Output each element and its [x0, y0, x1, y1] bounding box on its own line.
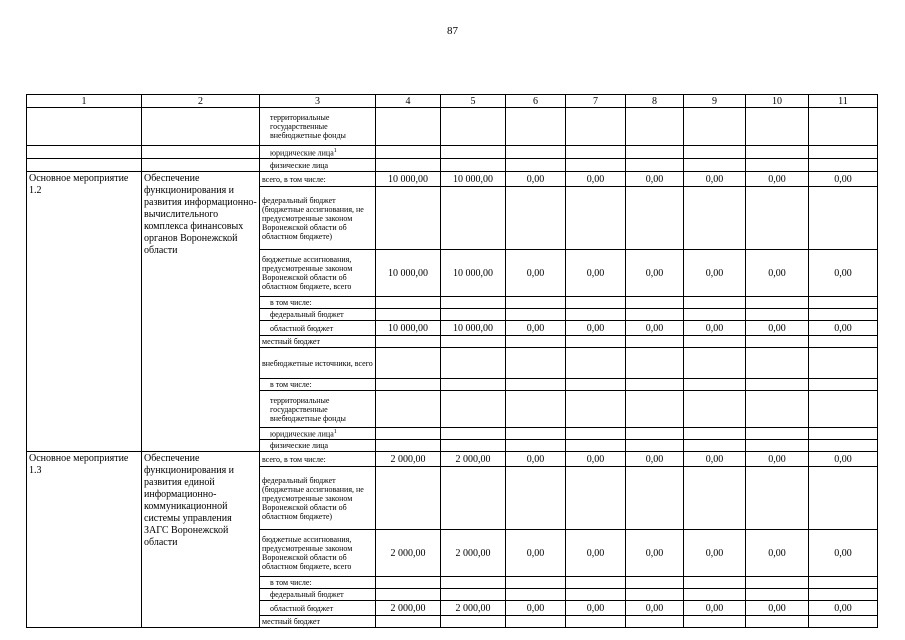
- row-label: [260, 577, 376, 589]
- value-cell: [376, 309, 441, 321]
- value-cell: [376, 159, 441, 172]
- value-cell: [441, 589, 506, 601]
- value-cell: [626, 146, 684, 159]
- value-cell: [506, 146, 566, 159]
- row-label-text: физические лица: [270, 160, 329, 170]
- value-cell: [809, 467, 878, 530]
- row-label: [260, 146, 376, 159]
- value-cell: [626, 187, 684, 250]
- row-label: [260, 379, 376, 391]
- footnote-mark: 1: [333, 429, 337, 436]
- row-label: [260, 348, 376, 379]
- column-header: 1: [27, 95, 142, 108]
- row-label-text: федеральный бюджет: [270, 590, 344, 599]
- value-cell: [566, 577, 626, 589]
- row-label: [260, 297, 376, 309]
- value-cell: [746, 309, 809, 321]
- value-cell: [506, 440, 566, 452]
- value-cell: [626, 348, 684, 379]
- value-cell: [441, 391, 506, 428]
- value-cell: [684, 297, 746, 309]
- value-cell: [626, 577, 684, 589]
- value-cell: [376, 108, 441, 146]
- value-cell: 10 000,00: [376, 250, 441, 297]
- row-label-text: бюджетные ассигнования, предусмотренные законом Воронежской области об областном бюджете, всего: [262, 255, 353, 291]
- value-cell: 10 000,00: [376, 172, 441, 187]
- value-cell: 0,00: [684, 452, 746, 467]
- value-cell: [566, 336, 626, 348]
- value-cell: [441, 309, 506, 321]
- value-cell: 0,00: [684, 172, 746, 187]
- value-cell: [376, 616, 441, 628]
- value-cell: [626, 108, 684, 146]
- row-label-text: федеральный бюджет (бюджетные ассигнования, не предусмотренные законом Воронежской области об областном бюджете): [262, 195, 364, 241]
- value-cell: [684, 336, 746, 348]
- value-cell: 0,00: [684, 530, 746, 577]
- value-cell: 0,00: [626, 601, 684, 616]
- value-cell: [746, 348, 809, 379]
- value-cell: [566, 108, 626, 146]
- value-cell: [746, 336, 809, 348]
- value-cell: 0,00: [626, 530, 684, 577]
- column-header: 2: [142, 95, 260, 108]
- row-label: [260, 467, 376, 530]
- row-label-text: областной бюджет: [270, 603, 334, 613]
- value-cell: [626, 159, 684, 172]
- value-cell: [746, 577, 809, 589]
- value-cell: [566, 467, 626, 530]
- column-header: 9: [684, 95, 746, 108]
- footnote-mark: 1: [333, 147, 337, 154]
- value-cell: [441, 428, 506, 440]
- value-cell: [506, 159, 566, 172]
- value-cell: [566, 348, 626, 379]
- value-cell: 0,00: [566, 321, 626, 336]
- column-header: 6: [506, 95, 566, 108]
- value-cell: 10 000,00: [376, 321, 441, 336]
- table-row: [27, 172, 878, 187]
- value-cell: [566, 428, 626, 440]
- value-cell: 0,00: [626, 321, 684, 336]
- value-cell: 0,00: [746, 250, 809, 297]
- value-cell: [441, 379, 506, 391]
- value-cell: 10 000,00: [441, 250, 506, 297]
- measure-name-cell: Основное мероприятие 1.2: [27, 172, 142, 452]
- value-cell: 0,00: [746, 452, 809, 467]
- row-label: [260, 321, 376, 336]
- value-cell: [809, 108, 878, 146]
- value-cell: [506, 348, 566, 379]
- value-cell: 2 000,00: [376, 601, 441, 616]
- value-cell: [376, 440, 441, 452]
- row-label-text: в том числе:: [270, 380, 312, 389]
- value-cell: [809, 589, 878, 601]
- value-cell: 0,00: [684, 601, 746, 616]
- value-cell: [626, 297, 684, 309]
- value-cell: [684, 577, 746, 589]
- value-cell: 0,00: [809, 530, 878, 577]
- value-cell: [684, 428, 746, 440]
- column-header: 11: [809, 95, 878, 108]
- column-header: 3: [260, 95, 376, 108]
- value-cell: 0,00: [566, 530, 626, 577]
- row-label-text: федеральный бюджет: [270, 310, 344, 319]
- row-label-text: территориальные государственные внебюджетные фонды: [270, 395, 346, 423]
- value-cell: 0,00: [506, 172, 566, 187]
- value-cell: [684, 616, 746, 628]
- value-cell: 0,00: [746, 601, 809, 616]
- value-cell: 2 000,00: [376, 452, 441, 467]
- table-row: [27, 159, 878, 172]
- row-label: [260, 172, 376, 187]
- value-cell: [441, 108, 506, 146]
- value-cell: [566, 391, 626, 428]
- value-cell: [566, 187, 626, 250]
- value-cell: [506, 187, 566, 250]
- row-label-text: всего, в том числе:: [262, 174, 326, 184]
- value-cell: [746, 108, 809, 146]
- value-cell: 0,00: [626, 172, 684, 187]
- budget-table: [26, 94, 878, 628]
- value-cell: [746, 616, 809, 628]
- value-cell: [506, 379, 566, 391]
- value-cell: [566, 146, 626, 159]
- value-cell: 2 000,00: [376, 530, 441, 577]
- row-label: [260, 616, 376, 628]
- value-cell: [566, 379, 626, 391]
- value-cell: 0,00: [626, 452, 684, 467]
- measure-title-cell: Обеспечение функционирования и развития единой информационно-коммуникационной системы управления ЗАГС Воронежской области: [142, 452, 260, 628]
- value-cell: [626, 379, 684, 391]
- value-cell: [684, 159, 746, 172]
- value-cell: [441, 187, 506, 250]
- measure-name-cell: Основное мероприятие 1.3: [27, 452, 142, 628]
- table-row: [27, 452, 878, 467]
- value-cell: 0,00: [746, 530, 809, 577]
- value-cell: [506, 391, 566, 428]
- row-label: [260, 601, 376, 616]
- value-cell: [506, 309, 566, 321]
- value-cell: [376, 187, 441, 250]
- value-cell: [626, 428, 684, 440]
- value-cell: 0,00: [566, 250, 626, 297]
- value-cell: [746, 187, 809, 250]
- value-cell: [376, 297, 441, 309]
- row-label: [260, 391, 376, 428]
- row-label: [260, 250, 376, 297]
- row-label: [260, 309, 376, 321]
- value-cell: [746, 467, 809, 530]
- value-cell: 0,00: [506, 601, 566, 616]
- row-label-text: местный бюджет: [262, 337, 320, 346]
- value-cell: [746, 379, 809, 391]
- value-cell: 0,00: [809, 321, 878, 336]
- value-cell: [506, 336, 566, 348]
- value-cell: [809, 348, 878, 379]
- value-cell: [684, 108, 746, 146]
- value-cell: 0,00: [506, 250, 566, 297]
- value-cell: [441, 297, 506, 309]
- value-cell: [809, 391, 878, 428]
- table-row: [27, 108, 878, 146]
- row-label-text: всего, в том числе:: [262, 454, 326, 464]
- value-cell: [441, 159, 506, 172]
- value-cell: [809, 336, 878, 348]
- value-cell: 0,00: [809, 452, 878, 467]
- value-cell: 2 000,00: [441, 452, 506, 467]
- value-cell: [566, 440, 626, 452]
- column-header: 7: [566, 95, 626, 108]
- value-cell: [506, 297, 566, 309]
- row-label: [260, 530, 376, 577]
- value-cell: [376, 348, 441, 379]
- value-cell: [809, 440, 878, 452]
- value-cell: [441, 616, 506, 628]
- row-label-text: местный бюджет: [262, 617, 320, 626]
- value-cell: [506, 589, 566, 601]
- value-cell: 0,00: [566, 172, 626, 187]
- row-label: [260, 187, 376, 250]
- value-cell: [506, 108, 566, 146]
- value-cell: [809, 577, 878, 589]
- value-cell: [506, 577, 566, 589]
- value-cell: [376, 146, 441, 159]
- page-number: 87: [447, 25, 458, 37]
- column-header: 8: [626, 95, 684, 108]
- measure-title-cell: [142, 108, 260, 146]
- value-cell: [626, 391, 684, 428]
- value-cell: [746, 589, 809, 601]
- column-header: 10: [746, 95, 809, 108]
- value-cell: [376, 391, 441, 428]
- value-cell: 2 000,00: [441, 601, 506, 616]
- value-cell: [626, 440, 684, 452]
- value-cell: [809, 297, 878, 309]
- value-cell: [684, 146, 746, 159]
- value-cell: [684, 187, 746, 250]
- value-cell: 2 000,00: [441, 530, 506, 577]
- value-cell: 0,00: [566, 601, 626, 616]
- value-cell: [684, 379, 746, 391]
- value-cell: [809, 309, 878, 321]
- value-cell: 0,00: [809, 250, 878, 297]
- measure-name-cell: [27, 146, 142, 159]
- row-label-text: юридические лица: [270, 148, 334, 158]
- value-cell: [809, 616, 878, 628]
- row-label: [260, 589, 376, 601]
- value-cell: [626, 467, 684, 530]
- row-label-text: областной бюджет: [270, 323, 334, 333]
- row-label-text: бюджетные ассигнования, предусмотренные законом Воронежской области об областном бюджете, всего: [262, 535, 353, 571]
- row-label: [260, 428, 376, 440]
- value-cell: [506, 467, 566, 530]
- value-cell: [809, 146, 878, 159]
- value-cell: 0,00: [746, 172, 809, 187]
- value-cell: [746, 428, 809, 440]
- value-cell: [809, 159, 878, 172]
- value-cell: [626, 336, 684, 348]
- value-cell: [809, 187, 878, 250]
- value-cell: [566, 309, 626, 321]
- row-label: [260, 452, 376, 467]
- row-label-text: территориальные государственные внебюджетные фонды: [270, 113, 346, 140]
- row-label: [260, 440, 376, 452]
- value-cell: [746, 159, 809, 172]
- value-cell: [684, 467, 746, 530]
- value-cell: [506, 616, 566, 628]
- column-header: 5: [441, 95, 506, 108]
- row-label-text: в том числе:: [270, 298, 312, 307]
- row-label: [260, 336, 376, 348]
- measure-title-cell: [142, 159, 260, 172]
- value-cell: [626, 309, 684, 321]
- value-cell: [376, 589, 441, 601]
- value-cell: [376, 467, 441, 530]
- value-cell: 0,00: [626, 250, 684, 297]
- value-cell: 0,00: [809, 172, 878, 187]
- value-cell: [684, 309, 746, 321]
- value-cell: [376, 379, 441, 391]
- measure-title-cell: [142, 146, 260, 159]
- value-cell: 0,00: [506, 530, 566, 577]
- table-row: [27, 146, 878, 159]
- value-cell: [441, 577, 506, 589]
- row-label: [260, 159, 376, 172]
- value-cell: [684, 348, 746, 379]
- value-cell: 0,00: [809, 601, 878, 616]
- value-cell: 10 000,00: [441, 321, 506, 336]
- value-cell: [566, 589, 626, 601]
- value-cell: [441, 336, 506, 348]
- measure-title-cell: Обеспечение функционирования и развития информационно-вычислительного комплекса финансовых органов Воронежской области: [142, 172, 260, 452]
- value-cell: [441, 467, 506, 530]
- value-cell: 0,00: [684, 250, 746, 297]
- header-row: [27, 95, 878, 108]
- value-cell: [441, 348, 506, 379]
- value-cell: [626, 616, 684, 628]
- value-cell: [809, 379, 878, 391]
- value-cell: [441, 146, 506, 159]
- row-label-text: внебюджетные источники, всего: [262, 358, 373, 368]
- value-cell: [376, 336, 441, 348]
- row-label: [260, 108, 376, 146]
- column-header: 4: [376, 95, 441, 108]
- value-cell: 0,00: [566, 452, 626, 467]
- value-cell: [684, 440, 746, 452]
- row-label-text: федеральный бюджет (бюджетные ассигнования, не предусмотренные законом Воронежской области об областном бюджете): [262, 475, 364, 521]
- value-cell: 0,00: [506, 321, 566, 336]
- value-cell: [684, 391, 746, 428]
- value-cell: [746, 440, 809, 452]
- value-cell: 0,00: [746, 321, 809, 336]
- row-label-text: физические лица: [270, 441, 329, 450]
- value-cell: 0,00: [506, 452, 566, 467]
- value-cell: [376, 577, 441, 589]
- value-cell: [746, 146, 809, 159]
- measure-name-cell: [27, 159, 142, 172]
- value-cell: 0,00: [684, 321, 746, 336]
- row-label-text: в том числе:: [270, 578, 312, 587]
- measure-name-cell: [27, 108, 142, 146]
- value-cell: [809, 428, 878, 440]
- value-cell: [566, 616, 626, 628]
- value-cell: [626, 589, 684, 601]
- value-cell: [376, 428, 441, 440]
- value-cell: [684, 589, 746, 601]
- value-cell: [506, 428, 566, 440]
- value-cell: [746, 297, 809, 309]
- value-cell: 10 000,00: [441, 172, 506, 187]
- value-cell: [566, 159, 626, 172]
- value-cell: [441, 440, 506, 452]
- row-label-text: юридические лица: [270, 429, 334, 439]
- value-cell: [746, 391, 809, 428]
- value-cell: [566, 297, 626, 309]
